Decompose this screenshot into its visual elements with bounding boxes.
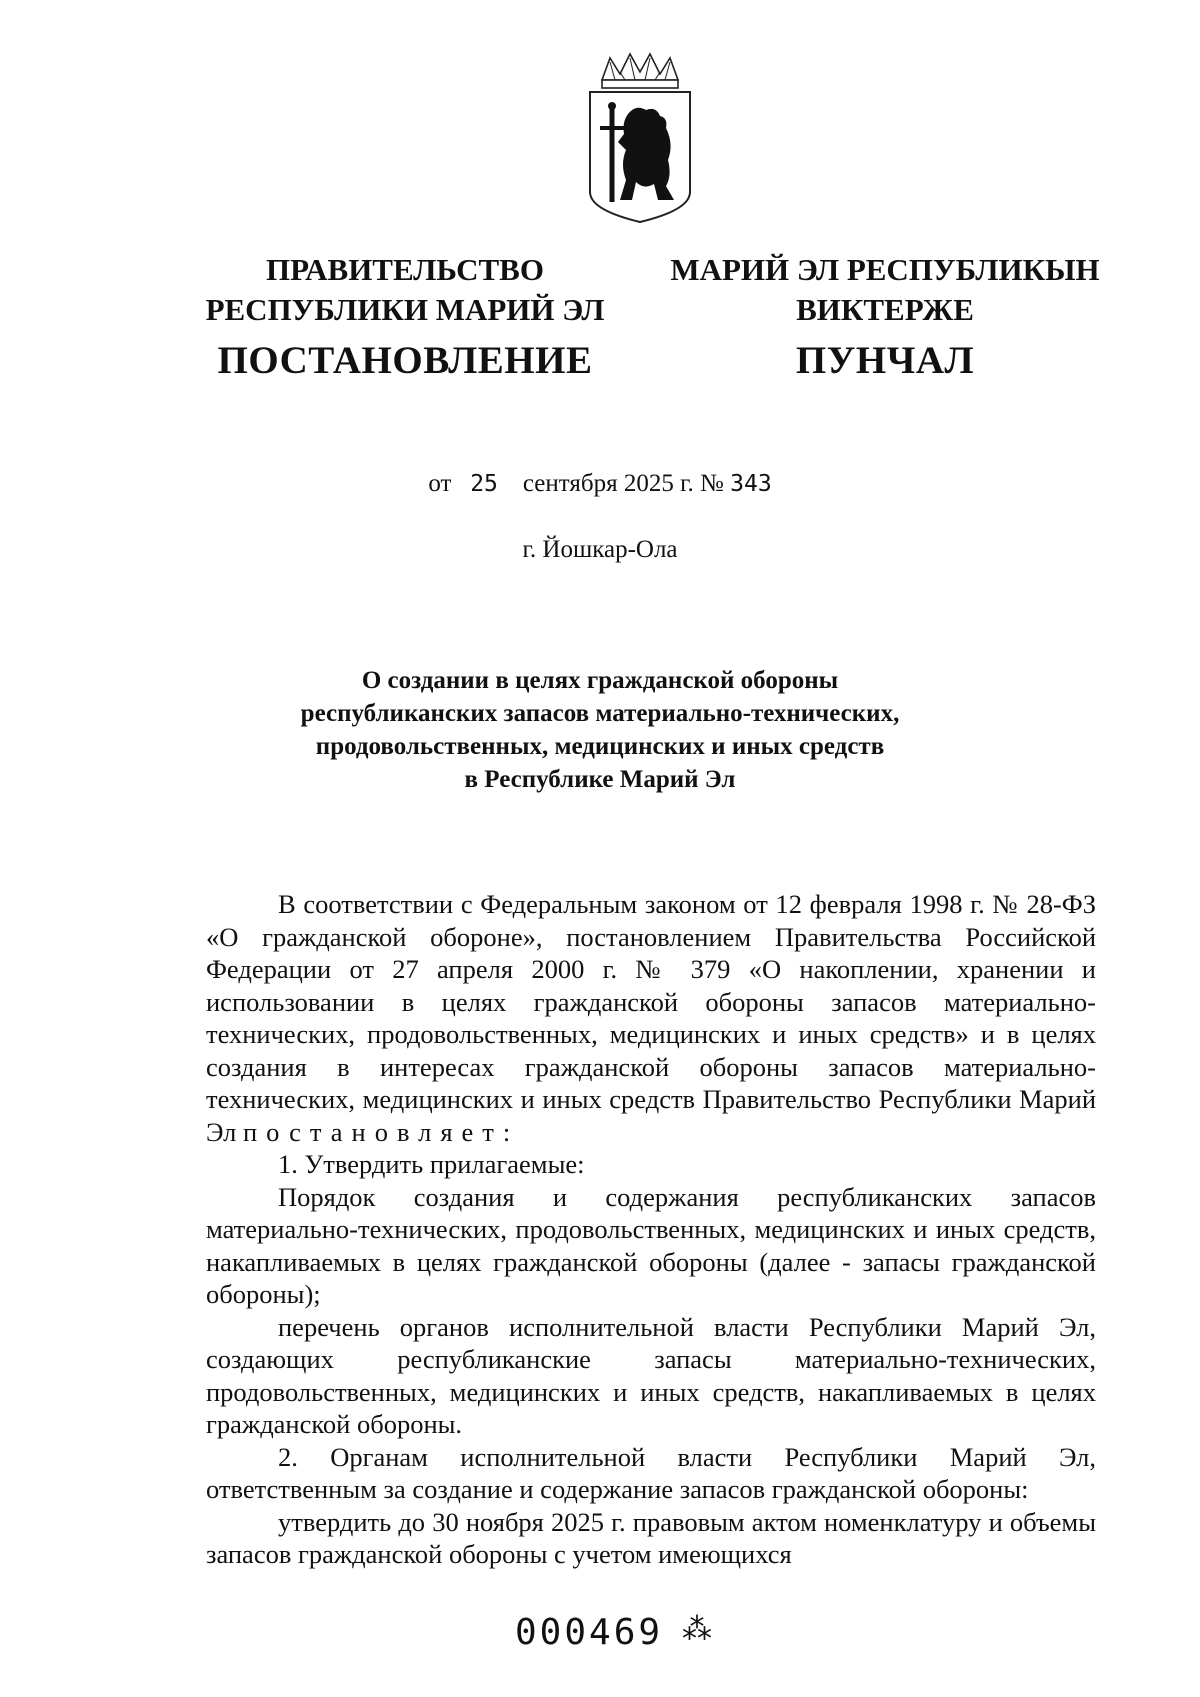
- stamp-mark-icon: ⁂: [682, 1612, 712, 1647]
- title-line: в Республике Марий Эл: [464, 766, 736, 793]
- document-title: [150, 664, 1050, 796]
- title-line: О создании в целях гражданской обороны: [361, 667, 839, 694]
- date-day: 25: [470, 471, 498, 497]
- org-name-mari-line1: МАРИЙ ЭЛ РЕСПУБЛИКЫН: [670, 252, 1100, 287]
- paragraph: 2. Органам исполнительной власти Республики Марий Эл, ответственным за создание и содержание запасов гражданской обороны:: [206, 1441, 1096, 1504]
- doc-type-russian: ПОСТАНОВЛЕНИЕ: [217, 339, 593, 382]
- paragraph: [206, 888, 1096, 1148]
- doc-type-mari: ПУНЧАЛ: [795, 339, 975, 382]
- org-name-russian-line2: РЕСПУБЛИКИ МАРИЙ ЭЛ: [205, 292, 605, 327]
- title-line: продовольственных, медицинских и иных средств: [315, 733, 885, 760]
- date-prefix: от: [428, 470, 452, 497]
- date-line: [0, 470, 1200, 498]
- paragraph-text: В соответствии с Федеральным законом от 12 февраля 1998 г. № 28-ФЗ «О гражданской обороне», постановлением Правительства Российской Федерации от 27 апреля 2000 г. № 379 «О накоплении, хранении и использовании в целях гражданской обороны запасов материально-технических, продовольственных, медицинских и иных средств» и в целях создания в интересах гражданской обороны запасов материально-технических, медицинских и иных средств Правительство Республики Марий Эл: [206, 889, 1096, 1147]
- paragraph: перечень органов исполнительной власти Республики Марий Эл, создающих республиканские запасы материально-технических, продовольственных, медицинских и иных средств, накапливаемых в целях гражданской обороны.: [206, 1311, 1096, 1439]
- decree-number: 343: [730, 471, 772, 497]
- document-body: [206, 888, 1096, 1571]
- org-name-russian-line1: ПРАВИТЕЛЬСТВО: [266, 252, 544, 287]
- city: г. Йошкар-Ола: [522, 536, 678, 563]
- header-right: [655, 250, 1115, 330]
- title-line: республиканских запасов материально-технических,: [300, 700, 900, 727]
- date-month-year: сентября 2025 г. №: [522, 470, 724, 497]
- org-name-mari-line2: ВИКТЕРЖЕ: [796, 292, 974, 327]
- decree-word: постановляет: [243, 1116, 503, 1147]
- coat-of-arms-icon: [580, 52, 700, 227]
- paragraph-end: :: [502, 1116, 511, 1147]
- paragraph: утвердить до 30 ноября 2025 г. правовым актом номенклатуру и объемы запасов гражданской обороны с учетом имеющихся: [206, 1506, 1096, 1569]
- paragraph: 1. Утвердить прилагаемые:: [278, 1149, 585, 1179]
- paragraph: Порядок создания и содержания республиканских запасов материально-технических, продовольственных, медицинских и иных средств, накапливаемых в целях гражданской обороны (далее - запасы гражданской обороны);: [206, 1181, 1096, 1309]
- header-left: [190, 250, 620, 330]
- serial-number: 000469: [515, 1612, 664, 1653]
